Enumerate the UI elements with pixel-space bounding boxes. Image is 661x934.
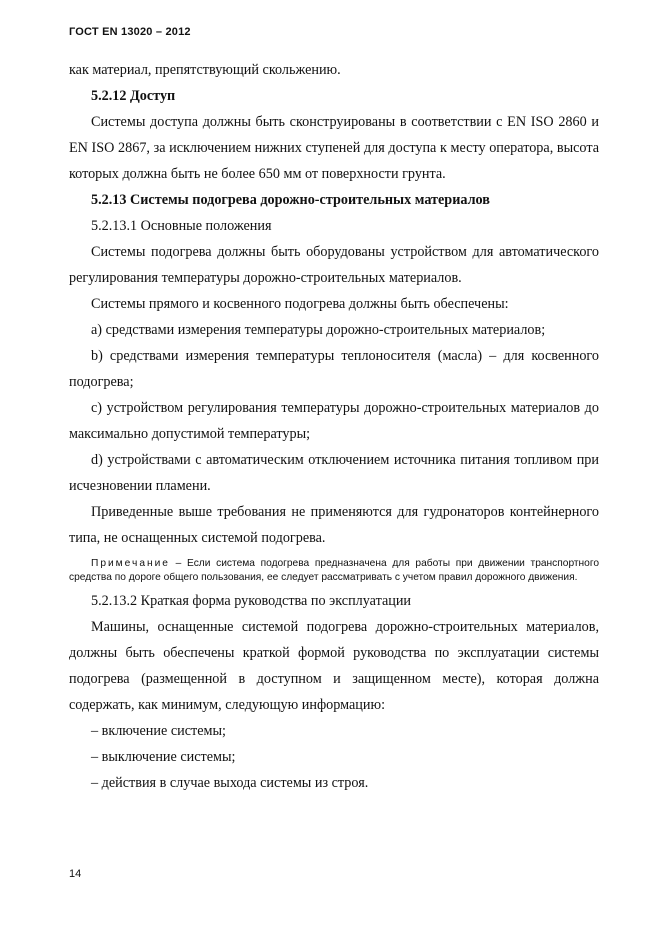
paragraph-heating-regulation: Системы подогрева должны быть оборудованы устройством для автоматического регулирования температуры дорожно-строительных материалов. [69,244,599,286]
subsection-heading-general: 5.2.13.1 Основные положения [91,218,272,234]
dash-item-disable: – выключение системы; [91,749,236,765]
list-item-c: c) устройством регулирования температуры дорожно-строительных материалов до максимально допустимой температуры; [69,400,599,442]
document-header: ГОСТ EN 13020 – 2012 [69,26,191,38]
subsection-heading-manual: 5.2.13.2 Краткая форма руководства по эксплуатации [91,593,412,609]
note-label: Примечание [91,558,170,569]
list-item-b: b) средствами измерения температуры теплоносителя (масла) – для косвенного подогрева; [69,348,599,390]
section-heading-heating-systems: 5.2.13 Системы подогрева дорожно-строительных материалов [91,192,490,208]
note-text: – Если система подогрева предназначена для работы при движении транспортного средства по дороге общего пользования, ее следует рассматривать с учетом правил дорожного движения. [69,558,599,583]
paragraph-continuation: как материал, препятствующий скольжению. [69,62,341,78]
document-body [69,57,599,796]
paragraph-manual: Машины, оснащенные системой подогрева дорожно-строительных материалов, должны быть обеспечены краткой формой руководства по эксплуатации системы подогрева (размещенной в доступном и защищенном месте), которая должна содержать, как минимум, следующую информацию: [69,619,599,713]
note [69,557,599,584]
paragraph-heating-provisions: Системы прямого и косвенного подогрева должны быть обеспечены: [91,296,509,312]
page-number: 14 [69,868,82,880]
list-item-d: d) устройствами с автоматическим отключением источника питания топливом при исчезновении пламени. [69,452,599,494]
list-item-a: а) средствами измерения температуры дорожно-строительных материалов; [91,322,546,338]
dash-item-enable: – включение системы; [91,723,226,739]
dash-item-failure: – действия в случае выхода системы из строя. [91,775,369,791]
paragraph-exemption: Приведенные выше требования не применяются для гудронаторов контейнерного типа, не оснащенных системой подогрева. [69,504,599,546]
section-heading-access: 5.2.12 Доступ [91,88,176,104]
paragraph-access: Системы доступа должны быть сконструированы в соответствии с EN ISO 2860 и EN ISO 2867, за исключением нижних ступеней для доступа к месту оператора, высота которых должна быть не более 650 мм от поверхности грунта. [69,114,599,182]
